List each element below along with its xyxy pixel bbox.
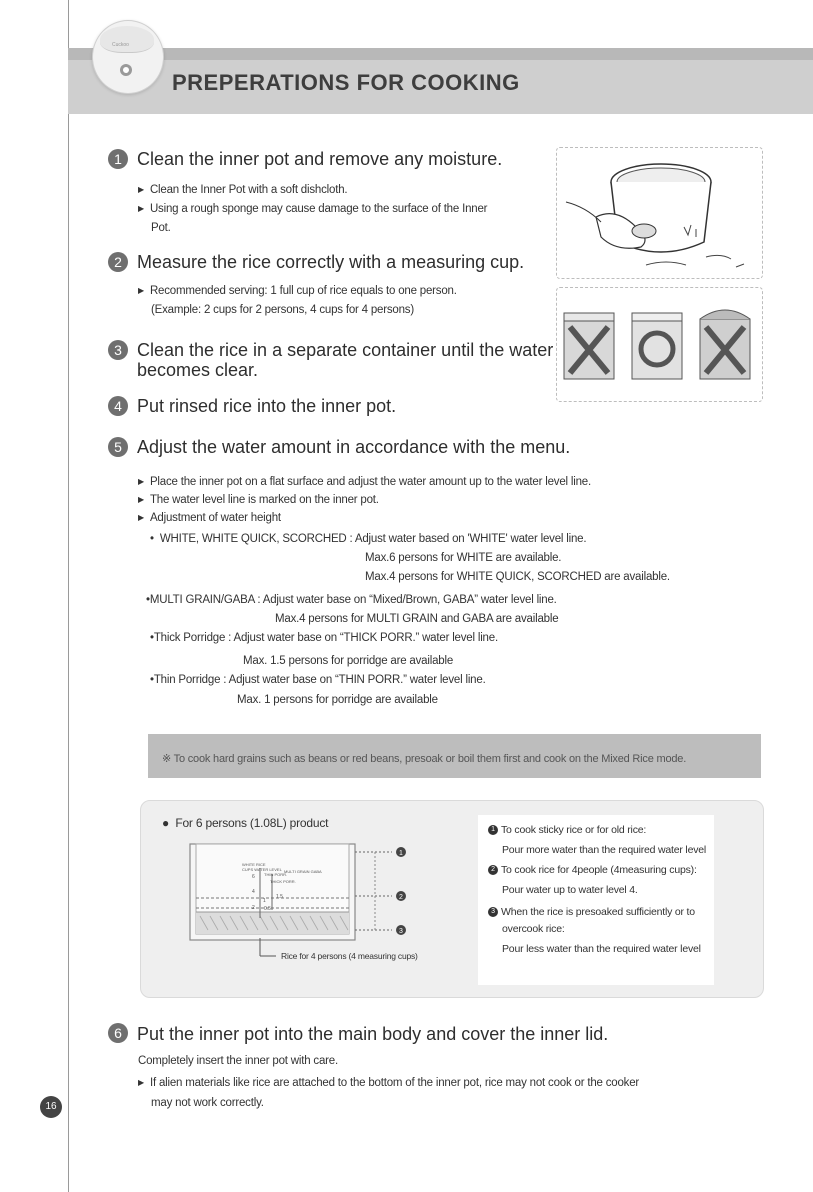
menu-white-label: • WHITE, WHITE QUICK, SCORCHED : Adjust water based on 'WHITE' water level line. (150, 533, 587, 545)
scale-label-6: 6 (252, 874, 255, 880)
menu-thin-porridge-note: Max. 1 persons for porridge are available (237, 694, 438, 706)
menu-thick-porridge-label: •Thick Porridge : Adjust water base on “THICK PORR.” water level line. (150, 632, 498, 644)
menu-multigrain-note: Max.4 persons for MULTI GRAIN and GABA are available (275, 613, 559, 625)
step-5-line-3: ▶ Adjustment of water height (138, 512, 281, 524)
tip-1-badge: 1 (488, 825, 498, 835)
diagram-marker-3: 3 (399, 928, 403, 935)
scale-label-2: 2 (252, 905, 255, 911)
step-1-heading: Clean the inner pot and remove any moisture. (137, 149, 503, 169)
rice-washing-comparison-illustration (556, 287, 761, 400)
step-4-heading: Put rinsed rice into the inner pot. (137, 396, 397, 416)
rice-cooker-lid (100, 26, 154, 53)
scale-label-1-5: 1.5 (276, 894, 283, 900)
scale-label-4: 4 (252, 889, 255, 895)
menu-multigrain-label: •MULTI GRAIN/GABA : Adjust water base on “Mixed/Brown, GABA” water level line. (146, 594, 557, 606)
step-5-line-1: ▶ Place the inner pot on a flat surface and adjust the water amount up to the water level line. (138, 476, 591, 488)
step-5-heading: Adjust the water amount in accordance with the menu. (137, 437, 571, 457)
cooker-brand-logo: Cuckoo (112, 42, 129, 48)
tip-3-text-2: Pour less water than the required water level (502, 943, 701, 955)
step-5-badge: 5 (108, 437, 128, 457)
step-6-line-2: ▶ If alien materials like rice are attached to the bottom of the inner pot, rice may not cook or the cooker (138, 1077, 639, 1089)
tip-2-title: 2 To cook rice for 4people (4measuring cups): (488, 864, 697, 876)
step-1-line-2: ▶ Using a rough sponge may cause damage to the surface of the Inner (138, 203, 487, 215)
page-number: 16 (40, 1096, 62, 1118)
step-4-badge: 4 (108, 396, 128, 416)
tip-3-title: 3 When the rice is presoaked sufficiently or to (488, 906, 695, 918)
note-text: ※ To cook hard grains such as beans or red beans, presoak or boil them first and cook on the Mixed Rice mode. (162, 753, 687, 765)
scale-label-0-5: 0.5 (264, 906, 271, 912)
step-2-badge: 2 (108, 252, 128, 272)
step-3-badge: 3 (108, 340, 128, 360)
step-6-badge: 6 (108, 1023, 128, 1043)
tip-3-text-1: overcook rice: (502, 923, 565, 935)
step-1-line-3: Pot. (151, 222, 171, 234)
diagram-marker-2: 2 (399, 894, 403, 901)
step-6-line-3: may not work correctly. (151, 1097, 264, 1109)
menu-white-note-2: Max.4 persons for WHITE QUICK, SCORCHED are available. (365, 571, 670, 583)
rice-cooker-button (120, 64, 132, 76)
page-title: PREPERATIONS FOR COOKING (172, 70, 520, 95)
step-3-heading-line-2: becomes clear. (137, 360, 259, 380)
scale-label-multi-grain: MULTI GRAIN GABA (284, 869, 322, 874)
step-2-line-2: (Example: 2 cups for 2 persons, 4 cups for 4 persons) (151, 304, 414, 316)
tip-1-title: 1 To cook sticky rice or for old rice: (488, 824, 646, 836)
rice-caption: Rice for 4 persons (4 measuring cups) (281, 951, 418, 961)
tip-2-badge: 2 (488, 865, 498, 875)
menu-thin-porridge-label: •Thin Porridge : Adjust water base on “THIN PORR.” water level line. (150, 674, 486, 686)
water-level-pot-diagram (180, 838, 440, 968)
step-5-line-2: ▶ The water level line is marked on the inner pot. (138, 494, 379, 506)
washing-inner-pot-illustration (556, 147, 761, 277)
menu-thick-porridge-note: Max. 1.5 persons for porridge are available (243, 655, 454, 667)
step-2-heading: Measure the rice correctly with a measuring cup. (137, 252, 525, 272)
tips-panel (478, 815, 714, 985)
scale-label-1: 1 (263, 898, 266, 904)
diagram-heading: ● For 6 persons (1.08L) product (162, 816, 329, 830)
scale-label-thin-porr: THIN PORR. (264, 872, 288, 877)
step-6-line-1: Completely insert the inner pot with care. (138, 1055, 338, 1067)
tip-3-badge: 3 (488, 907, 498, 917)
tip-2-text: Pour water up to water level 4. (502, 884, 638, 896)
diagram-marker-1: 1 (399, 850, 403, 857)
menu-white-note-1: Max.6 persons for WHITE are available. (365, 552, 562, 564)
step-1-line-1: ▶ Clean the Inner Pot with a soft dishcloth. (138, 184, 347, 196)
step-2-line-1: ▶ Recommended serving: 1 full cup of rice equals to one person. (138, 285, 457, 297)
step-6-heading: Put the inner pot into the main body and cover the inner lid. (137, 1024, 609, 1044)
title-banner-stripe (68, 48, 813, 60)
scale-label-thick-porr: THICK PORR. (270, 879, 296, 884)
step-3-heading-line-1: Clean the rice in a separate container until the water (137, 340, 554, 360)
step-1-badge: 1 (108, 149, 128, 169)
tip-1-text: Pour more water than the required water level (502, 844, 707, 856)
scale-label-white-rice: WHITE RICE (242, 862, 266, 867)
scale-label-cups-water-level: CUPS WATER LEVEL (242, 867, 282, 872)
page-margin-line (68, 0, 69, 1192)
